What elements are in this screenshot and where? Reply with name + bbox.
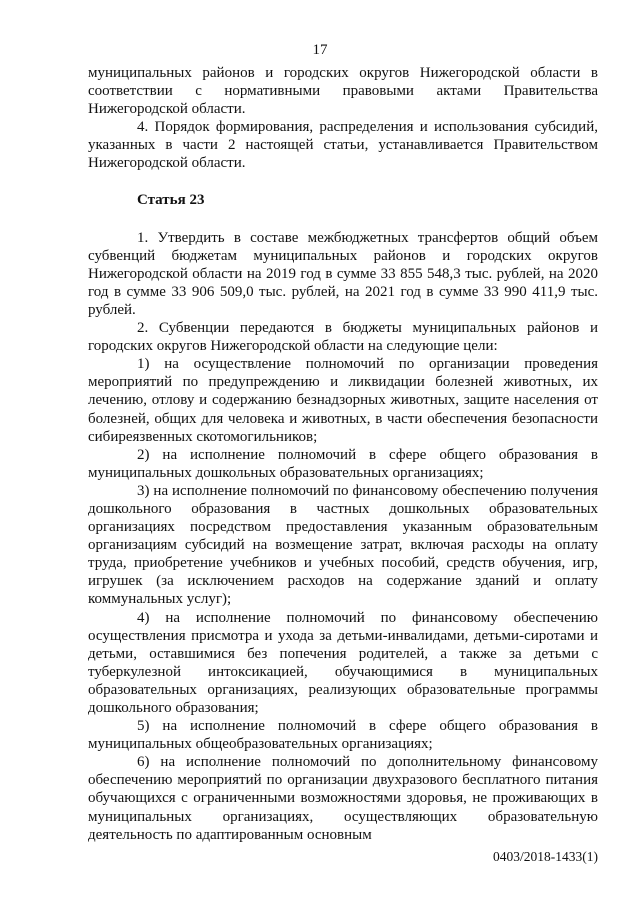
paragraph: 2. Субвенции передаются в бюджеты муниципальных районов и городских округов Нижегородской области на следующие цели: xyxy=(88,320,598,355)
paragraph: муниципальных районов и городских округов Нижегородской области в соответствии с нормативными правовыми актами Правительства Нижегородской области. xyxy=(88,65,598,118)
article-heading: Статья 23 xyxy=(137,191,205,208)
paragraph: 1. Утвердить в составе межбюджетных трансфертов общий объем субвенций бюджетам муниципальных районов и городских округов Нижегородской области на 2019 год в сумме 33 855 548,3 тыс. рублей, на 2020 год в сумме 33 906 509,0 тыс. рублей, на 2021 год в сумме 33 990 411,9 тыс. рублей. xyxy=(88,229,598,318)
list-item: 3) на исполнение полномочий по финансовому обеспечению получения дошкольного образования в частных дошкольных образовательных организациях посредством предоставления указанным образовательным организациям субсидий на возмещение затрат, включая расходы на оплату труда, приобретение учебников и учебных пособий, средств обучения, игр, игрушек (за исключением расходов на содержание зданий и оплату коммунальных услуг); xyxy=(88,482,598,608)
document-code: 0403/2018-1433(1) xyxy=(493,849,598,864)
spacer xyxy=(88,209,598,229)
list-item: 6) на исполнение полномочий по дополнительному финансовому обеспечению мероприятий по организации двухразового бесплатного питания обучающихся с ограниченными возможностями здоровья, не проживающих в муниципальных организациях, осуществляющих образовательную деятельность по адаптированным основным xyxy=(88,754,598,843)
document-body xyxy=(88,64,598,844)
list-item: 1) на осуществление полномочий по организации проведения мероприятий по предупреждению и ликвидации болезней животных, их лечению, отлову и содержанию безнадзорных животных, защите населения от болезней, общих для человека и животных, в части обеспечения безопасности сибиреязвенных скотомогильников; xyxy=(88,356,598,445)
page-number: 17 xyxy=(312,42,328,58)
paragraph: 4. Порядок формирования, распределения и использования субсидий, указанных в части 2 настоящей статьи, устанавливается Правительством Нижегородской области. xyxy=(88,119,598,172)
list-item: 5) на исполнение полномочий в сфере общего образования в муниципальных общеобразовательных организациях; xyxy=(88,718,598,753)
list-item: 2) на исполнение полномочий в сфере общего образования в муниципальных дошкольных образовательных организациях; xyxy=(88,446,598,481)
spacer xyxy=(88,173,598,191)
list-item: 4) на исполнение полномочий по финансовому обеспечению осуществления присмотра и ухода за детьми-инвалидами, детьми-сиротами и детьми, оставшимися без попечения родителей, а также за детьми с туберкулезной интоксикацией, обучающимися в муниципальных образовательных организациях, реализующих образовательные программы дошкольного образования; xyxy=(88,609,598,716)
